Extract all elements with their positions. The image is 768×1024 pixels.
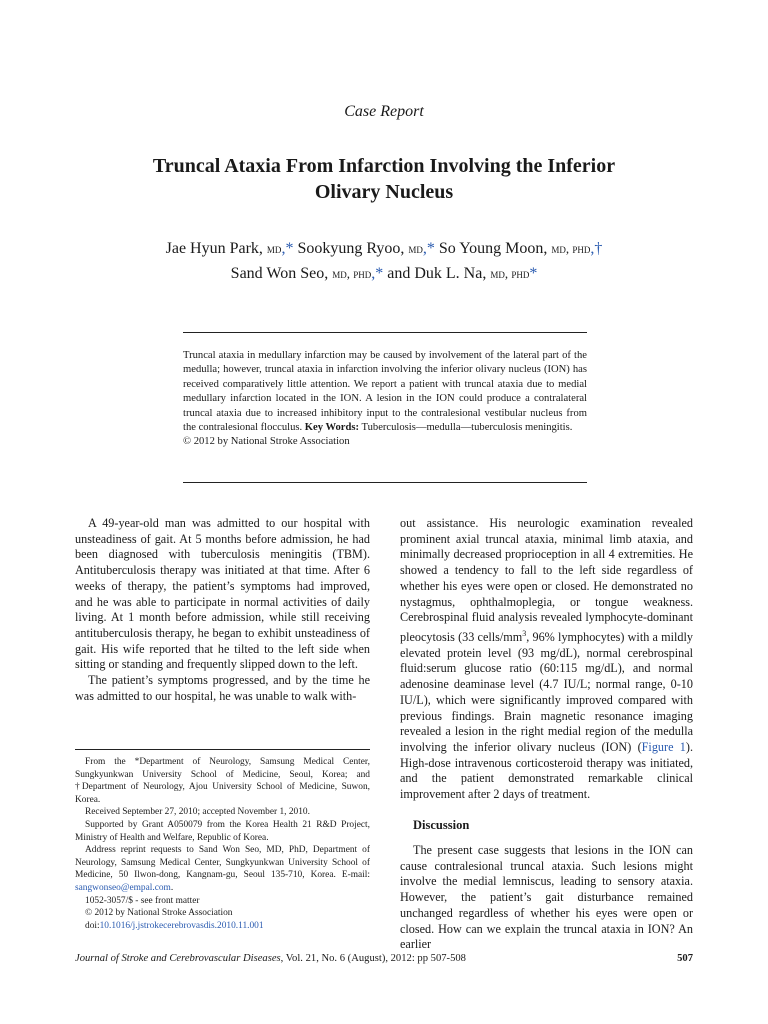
author-degree: md, phd xyxy=(490,266,530,281)
footnote-copyright: © 2012 by National Stroke Association xyxy=(85,908,233,919)
footnote-rule xyxy=(75,749,370,750)
author-conjunction: and xyxy=(383,265,415,282)
footnote-reprint xyxy=(75,844,370,894)
author-degree: md xyxy=(408,241,423,256)
keywords-label: Key Words: xyxy=(304,422,360,434)
text-run: out assistance. His neurologic examination revealed prominent axial truncal ataxia, minimal limb ataxia, and minimally decreased proprioception in all 4 extremities. He showed a tendency to fall to the left side regardless of whether his eyes were open or closed. He demonstrated no nystagmus, ophthalmoplegia, or tongue weakness. Cerebrospinal fluid analysis revealed lymphocyte-dominant pleocytosis (33 cells/mm xyxy=(400,516,693,644)
reprint-end: . xyxy=(170,882,174,893)
text-run: , 96% lymphocytes) with a mildly elevated protein level (93 mg/dL), normal cerebrospinal fluid:serum glucose ratio (60:115 mg/dL), and normal adenosine deaminase level (4.7 IU/L; normal range, 0-10 IU/L), which were significantly improved compared with previous findings. Brain magnetic resonance imaging revealed a lesion in the right medial region of the medulla involving the inferior olivary nucleus (ION) ( xyxy=(400,629,693,754)
discussion-heading: Discussion xyxy=(413,818,470,832)
author-line-2 xyxy=(60,261,708,286)
email-link[interactable]: sangwonseo@empal.com xyxy=(75,882,171,893)
doi-label: doi: xyxy=(85,920,100,931)
section-type: Case Report xyxy=(344,103,424,120)
abstract xyxy=(183,349,587,450)
footnote-support: Supported by Grant A050079 from the Korea Health 21 R&D Project, Ministry of Health and Welfare, Republic of Korea. xyxy=(75,819,370,843)
abstract-copyright: © 2012 by National Stroke Association xyxy=(183,436,350,448)
abstract-top-rule xyxy=(183,332,587,333)
figure-1-link[interactable]: Figure 1 xyxy=(641,739,686,754)
body-right-column xyxy=(400,516,693,803)
abstract-body: Truncal ataxia in medullary infarction may be caused by involvement of the lateral part of the medulla; however, truncal ataxia in infarction involving the inferior olivary nucleus (ION) has received comparatively little attention. We report a patient with truncal ataxia due to medial medullary infarction located in the ION. A lesion in the ION could produce a contralateral truncal ataxia due to increased inhibitory input to the contralesional vestibular nucleus from the contralesional flocculus. xyxy=(183,350,587,434)
journal-name: Journal of Stroke and Cerebrovascular Diseases xyxy=(75,953,281,964)
paragraph xyxy=(400,516,693,803)
author-degree: md, phd xyxy=(551,241,591,256)
doi-link[interactable]: 10.1016/j.jstrokecerebrovasdis.2010.11.001 xyxy=(99,920,264,931)
page-number: 507 xyxy=(677,953,693,964)
title-line-2: Olivary Nucleus xyxy=(314,181,454,203)
journal-footer xyxy=(75,953,695,964)
footnote-issn: 1052-3057/$ - see front matter xyxy=(85,895,200,906)
footnotes xyxy=(75,756,370,932)
author-degree: md xyxy=(266,241,282,256)
article-title xyxy=(90,153,678,205)
author-line-1 xyxy=(60,236,708,261)
affiliation-mark[interactable]: ,* xyxy=(371,265,384,282)
title-line-1: Truncal Ataxia From Infarction Involving the Inferior xyxy=(152,155,616,177)
affiliation-mark[interactable]: ,† xyxy=(590,240,603,257)
journal-citation: , Vol. 21, No. 6 (August), 2012: pp 507-508 xyxy=(280,953,466,964)
author-degree: md, phd xyxy=(332,266,372,281)
author-name: Jae Hyun Park, xyxy=(165,240,267,257)
footnote-affiliation: From the *Department of Neurology, Samsung Medical Center, Sungkyunkwan University School of Medicine, Seoul, Korea; and †Department of Neurology, Ajou University School of Medicine, Suwon, Korea. xyxy=(75,757,370,805)
paragraph: The patient’s symptoms progressed, and by the time he was admitted to our hospital, he was unable to walk with- xyxy=(75,673,370,703)
superscript: 3 xyxy=(522,628,527,638)
footnote-doi xyxy=(75,920,370,933)
abstract-bottom-rule xyxy=(183,482,587,483)
text-run: ). High-dose intravenous corticosteroid therapy was initiated, and the patient demonstrated remarkable clinical improvement after 2 days of treatment. xyxy=(400,739,693,802)
paragraph: The present case suggests that lesions in the ION can cause contralesional truncal ataxia. Such lesions might involve the medial lemniscus, leading to sensory ataxia. However, the patient’s gait disturbance remained unchanged regardless of whether his eyes were open or closed. How can we explain the truncal ataxia in ION? An earlier xyxy=(400,843,693,952)
body-left-column xyxy=(75,516,370,704)
author-name: Sookyung Ryoo, xyxy=(293,240,409,257)
author-name: Duk L. Na, xyxy=(414,265,491,282)
paragraph: A 49-year-old man was admitted to our hospital with unsteadiness of gait. At 5 months before admission, he had been diagnosed with tuberculosis meningitis (TBM). Antituberculosis therapy was initiated at that time. After 6 weeks of therapy, the patient’s symptoms had improved, and he was able to participate in normal activities of daily living. At 1 month before admission, while still receiving antituberculosis therapy, he began to exhibit unsteadiness of gait. His wife reported that he tilted to the left side when sitting or standing and frequently slipped down to the left. xyxy=(75,516,370,672)
footnote-received: Received September 27, 2010; accepted November 1, 2010. xyxy=(85,807,310,818)
author-name: So Young Moon, xyxy=(434,240,552,257)
discussion-section xyxy=(400,843,693,953)
abstract-text xyxy=(183,349,587,435)
author-list xyxy=(60,236,708,286)
affiliation-mark[interactable]: * xyxy=(529,265,538,282)
affiliation-mark[interactable]: ,* xyxy=(281,240,294,257)
keywords: Tuberculosis—medulla—tuberculosis meningitis. xyxy=(359,422,573,434)
affiliation-mark[interactable]: ,* xyxy=(422,240,435,257)
reprint-text: Address reprint requests to Sand Won Seo, MD, PhD, Department of Neurology, Samsung Medical Center, Sungkyunkwan University School of Medicine, 50 Ilwon-dong, Kangnam-gu, Seoul 135-710, Korea. E-mail: xyxy=(75,845,370,881)
author-name: Sand Won Seo, xyxy=(230,265,333,282)
